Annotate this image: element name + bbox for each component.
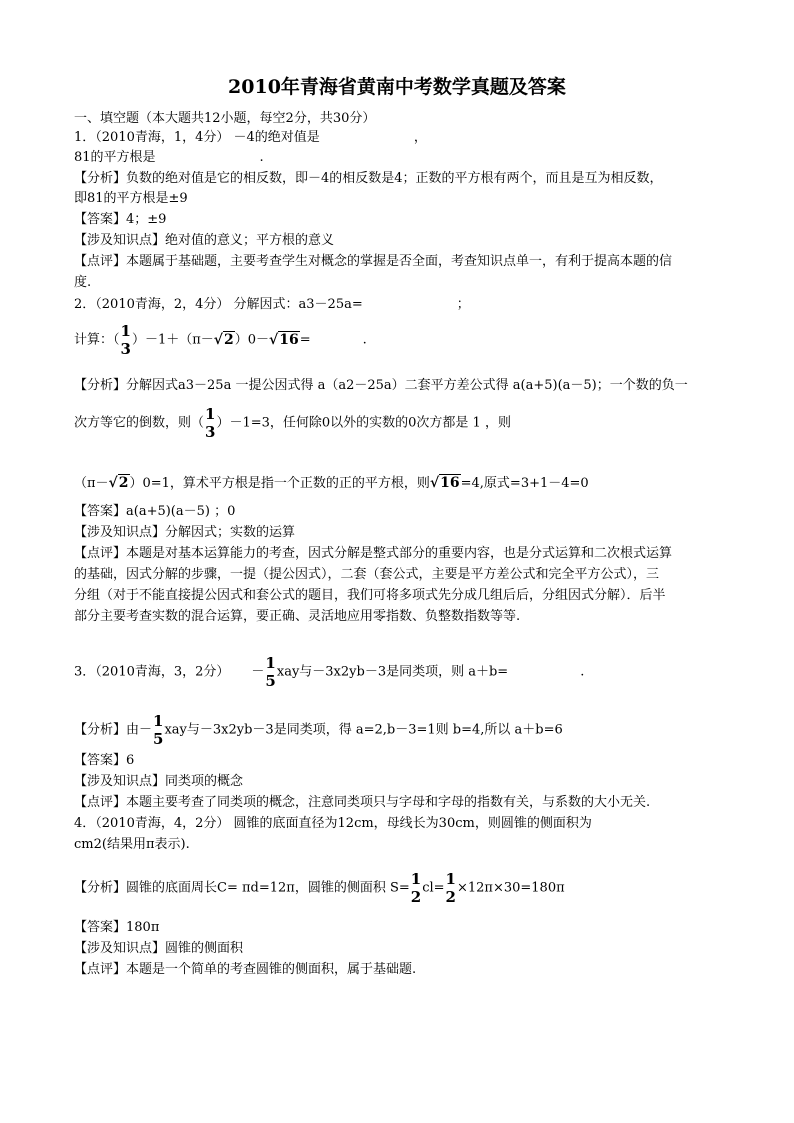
q4-frac-num-1: 1 xyxy=(410,870,422,888)
q2-analysis-3a: （π－ xyxy=(74,476,109,491)
q2-analysis-3b: ）0=1，算术平方根是指一个正数的正的平方根，则 xyxy=(129,476,430,491)
q1-comment-2: 度. xyxy=(74,275,92,290)
q2-calc-dot: . xyxy=(362,332,367,348)
q2-analysis-fraction xyxy=(205,405,215,441)
q2-comment-4: 部分主要考查实数的混合运算，要正确、灵活地应用零指数、负整数指数等等. xyxy=(74,609,521,624)
q2-knowledge: 【涉及知识点】分解因式；实数的运算 xyxy=(74,525,296,540)
q4-answer: 【答案】180π xyxy=(74,920,160,935)
q2-calc-end: = xyxy=(299,332,311,348)
q3-analysis-frac-den: 5 xyxy=(153,730,164,748)
q1-knowledge: 【涉及知识点】绝对值的意义；平方根的意义 xyxy=(74,233,335,248)
q3-analysis-fraction xyxy=(153,712,163,748)
q3-analysis-frac-num: 1 xyxy=(153,712,164,730)
q2-comment-3: 分组（对于不能直接提公因式和套公式的题目，我们可将多项式先分成几组后后，分组因式分解）．后半 xyxy=(74,588,666,603)
q2-analysis-frac-den: 3 xyxy=(205,423,216,441)
q3-stem: 3．（2010青海，3，2分） xyxy=(74,664,230,680)
q4-fraction-half-2 xyxy=(446,870,456,906)
q2-analysis-3c: =4,原式=3+1－4=0 xyxy=(460,476,589,491)
q4-fraction-half-1 xyxy=(411,870,421,906)
q4-analysis-b: cl= xyxy=(422,880,445,896)
q2-analysis-2 xyxy=(74,405,511,441)
q2-stem: 2．（2010青海，2，4分） 分解因式：a3－25a= xyxy=(74,297,363,312)
q2-calc-mid1: ）－1＋（π－ xyxy=(131,332,214,348)
sqrt-two: √2 xyxy=(213,331,234,348)
q3-knowledge: 【涉及知识点】同类项的概念 xyxy=(74,774,244,789)
q3-analysis-a: 【分析】由 xyxy=(74,722,140,738)
sqrt-sixteen: √16 xyxy=(269,331,299,348)
q3-answer: 【答案】6 xyxy=(74,753,135,768)
q2-calc-line xyxy=(74,322,367,358)
q1-analysis-1: 【分析】负数的绝对值是它的相反数，即－4的相反数是4；正数的平方根有两个，而且是互为相反数， xyxy=(74,171,663,186)
q3-frac-num: 1 xyxy=(265,654,276,672)
q2-analysis-2a: 次方等它的倒数，则（ xyxy=(74,415,205,431)
q4-comment: 【点评】本题是一个简单的考查圆锥的侧面积，属于基础题. xyxy=(74,962,417,977)
q3-dot: . xyxy=(580,664,585,680)
q2-line1 xyxy=(74,296,470,314)
q2-frac-num: 1 xyxy=(120,322,131,340)
q1-stem-2: 81的平方根是 xyxy=(74,150,156,165)
q3-line1 xyxy=(74,654,584,690)
q2-frac-den: 3 xyxy=(120,340,131,358)
page-title: 2010年青海省黄南中考数学真题及答案 xyxy=(228,76,566,98)
q2-comment-2: 的基础，因式分解的步骤，一提（提公因式），二套（套公式，主要是平方差公式和完全平方公式），三 xyxy=(74,567,660,582)
q4-knowledge: 【涉及知识点】圆锥的侧面积 xyxy=(74,941,244,956)
q3-fraction-one-fifth xyxy=(265,654,275,690)
q2-fraction-one-third xyxy=(121,322,131,358)
q1-analysis-2: 即81的平方根是±9 xyxy=(74,191,188,206)
q4-frac-num-2: 1 xyxy=(445,870,456,888)
q2-semicolon: ； xyxy=(456,297,470,312)
section-heading: 一、填空题（本大题共12小题，每空2分，共30分） xyxy=(74,111,376,126)
q4-analysis-a: 【分析】圆锥的底面周长C= πd=12π，圆锥的侧面积 S= xyxy=(74,880,410,896)
q4-frac-den-1: 2 xyxy=(410,888,422,906)
sqrt-sixteen-analysis-radicand: 16 xyxy=(440,475,460,491)
q3-comment: 【点评】本题主要考查了同类项的概念，注意同类项只与字母和字母的指数有关，与系数的大小无关. xyxy=(74,795,651,810)
q3-minus: － xyxy=(251,664,265,680)
q2-calc-prefix: 计算：（ xyxy=(74,332,120,348)
q1-line1 xyxy=(74,129,427,147)
q1-line2 xyxy=(74,149,264,167)
q1-stem: 1．（2010青海，1，4分） －4的绝对值是 xyxy=(74,130,320,145)
sqrt-sixteen-radicand: 16 xyxy=(279,331,299,348)
q4-analysis-c: ×12π×30=180π xyxy=(456,880,565,896)
q2-answer: 【答案】a(a+5)(a－5) ；0 xyxy=(74,504,236,519)
q2-analysis-frac-num: 1 xyxy=(205,405,216,423)
q2-analysis-1: 【分析】分解因式a3－25a 一提公因式得 a（a2－25a）二套平方差公式得 a(a+5)(a－5)；一个数的负一 xyxy=(74,378,688,393)
q3-stem-2: xay与－3x2yb－3是同类项，则 a＋b= xyxy=(276,664,509,680)
q2-calc-mid2: ）0－ xyxy=(234,332,270,348)
q3-analysis-b: xay与－3x2yb－3是同类项，得 a=2,b－3=1则 b=4,所以 a＋b=6 xyxy=(164,722,563,738)
q2-comment-1: 【点评】本题是对基本运算能力的考查，因式分解是整式部分的重要内容，也是分式运算和二次根式运算 xyxy=(74,546,673,561)
q4-line1: 4．（2010青海，4，2分） 圆锥的底面直径为12cm，母线长为30cm，则圆锥的侧面积为 xyxy=(74,816,592,831)
q3-analysis-minus: － xyxy=(139,722,153,738)
q3-analysis xyxy=(74,712,563,748)
q1-comma: ， xyxy=(413,130,427,145)
sqrt-sixteen-analysis: √16 xyxy=(429,475,460,491)
sqrt-two-radicand: 2 xyxy=(223,331,234,348)
q4-line2: cm2(结果用π表示). xyxy=(74,837,190,852)
sqrt-two-analysis-radicand: 2 xyxy=(118,475,129,491)
q4-analysis xyxy=(74,870,565,906)
q1-dot: . xyxy=(259,150,264,165)
q1-comment-1: 【点评】本题属于基础题，主要考查学生对概念的掌握是否全面，考查知识点单一，有利于提高本题的信 xyxy=(74,254,673,269)
q3-frac-den: 5 xyxy=(265,672,276,690)
q2-analysis-3 xyxy=(74,474,589,493)
sqrt-two-analysis: √2 xyxy=(108,475,129,491)
q2-analysis-2b: ）－1=3，任何除0以外的实数的0次方都是 1 ，则 xyxy=(216,415,511,431)
q4-frac-den-2: 2 xyxy=(445,888,456,906)
q1-answer: 【答案】4；±9 xyxy=(74,212,167,227)
